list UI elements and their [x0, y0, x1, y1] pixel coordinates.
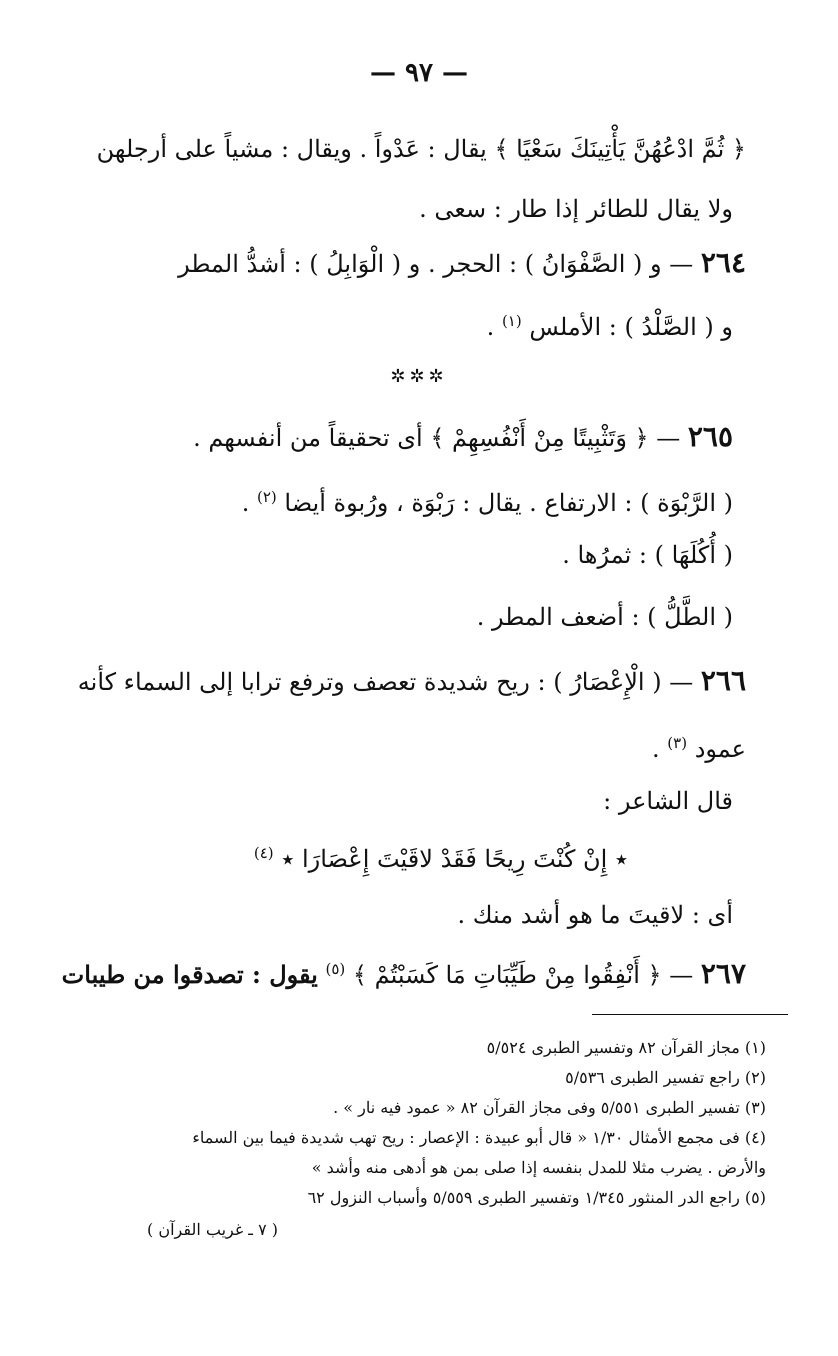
entry-266: [77, 664, 746, 699]
footnote-5: (٥) راجع الدر المنثور ١/٣٤٥ وتفسير الطبرى ٥/٥٥٩ وأسباب النزول ٦٢: [307, 1188, 766, 1207]
page-number: — ٩٧ —: [369, 58, 469, 88]
entry-text: — ( الْإِعْصَارُ ) : ريح شديدة تعصف وترفع ترابا إلى السماء كأنه: [77, 668, 694, 696]
line-text: و ( الصَّلْدُ ) : الأملس: [529, 313, 733, 341]
text-line-4: و ( الصَّلْدُ ) : الأملس $^{(١)}$ .: [486, 312, 733, 341]
entry-265: [113, 420, 733, 455]
text-line-8: ( الطَّلُّ ) : أضعف المطر .: [476, 603, 733, 631]
footnote-4-line-2: والأرض . يضرب مثلا للمدل بنفسه إذا صلى بمن هو أدهى منه وأشد »: [311, 1158, 766, 1177]
signature-mark: ( ٧ ـ غريب القرآن ): [147, 1220, 278, 1239]
text-line-2: ولا يقال للطائر إذا طار : سعى .: [419, 195, 733, 223]
line-text: عمود: [694, 735, 746, 763]
entry-number: ٢٦٦: [700, 664, 746, 697]
entry-number: ٢٦٥: [687, 420, 733, 453]
footnote-2: (٢) راجع تفسير الطبرى ٥/٥٣٦: [565, 1068, 766, 1087]
footnote-ref-5: (٥): [325, 960, 346, 978]
entry-text: — ﴿ أَنْفِقُوا مِنْ طَيِّبَاتِ مَا كَسَبْتُمْ ﴾: [352, 961, 694, 989]
entry-text: — و ( الصَّفْوَانُ ) : الحجر . و ( الْوَابِلُ ) : أشدُّ المطر: [178, 250, 694, 278]
poetry-verse: [208, 836, 628, 876]
section-divider-stars: ✲✲✲: [390, 366, 448, 387]
entry-264: [106, 246, 746, 281]
text-line-11: قال الشاعر :: [603, 787, 733, 815]
verse-text: ٭ إِنْ كُنْتَ رِيحًا فَقَدْ لاقَيْتَ إِعْصَارَا ٭: [281, 845, 628, 873]
text-line-12: أى : لاقيتَ ما هو أشد منك .: [457, 901, 733, 929]
footnote-1: (١) مجاز القرآن ٨٢ وتفسير الطبرى ٥/٥٢٤: [486, 1038, 766, 1057]
text-line-10: عمود $^{(٣)}$ .: [652, 734, 746, 763]
entry-number: ٢٦٤: [700, 246, 746, 279]
footnote-ref-3: (٣): [667, 734, 688, 752]
entry-tail: يقول : تصدقوا من طيبات: [61, 960, 318, 989]
entry-267: [61, 952, 746, 992]
text-line-6: ( الرَّبْوَة ) : الارتفاع . يقال : رَبْوَة ، ورُبوة أيضا $^{(٢)}$ .: [241, 488, 733, 517]
text-line-1: ﴿ ثُمَّ ادْعُهُنَّ يَأْتِينَكَ سَعْيًا ﴾ يقال : عَدْواً . ويقال : مشياً على أرجلهن: [96, 135, 746, 163]
footnote-ref-4: (٤): [253, 844, 274, 862]
footnote-ref-1: (١): [501, 312, 522, 330]
entry-number: ٢٦٧: [700, 957, 746, 990]
text-line-7: ( أُكُلَهَا ) : ثمرُها .: [562, 541, 733, 569]
footnote-3: (٣) تفسير الطبرى ٥/٥٥١ وفى مجاز القرآن ٨٢ « عمود فيه نار » .: [333, 1098, 766, 1117]
footnote-4-line-1: (٤) فى مجمع الأمثال ١/٣٠ « قال أبو عبيدة : الإعصار : ريح تهب شديدة فيما بين السماء: [192, 1128, 766, 1147]
entry-text: — ﴿ وَتَثْبِيتًا مِنْ أَنْفُسِهِمْ ﴾ أى تحقيقاً من أنفسهم .: [193, 424, 681, 452]
footnote-ref-2: (٢): [256, 488, 277, 506]
line-text: ( الرَّبْوَة ) : الارتفاع . يقال : رَبْوَة ، ورُبوة أيضا: [284, 489, 733, 517]
footnote-separator: [592, 1014, 788, 1015]
